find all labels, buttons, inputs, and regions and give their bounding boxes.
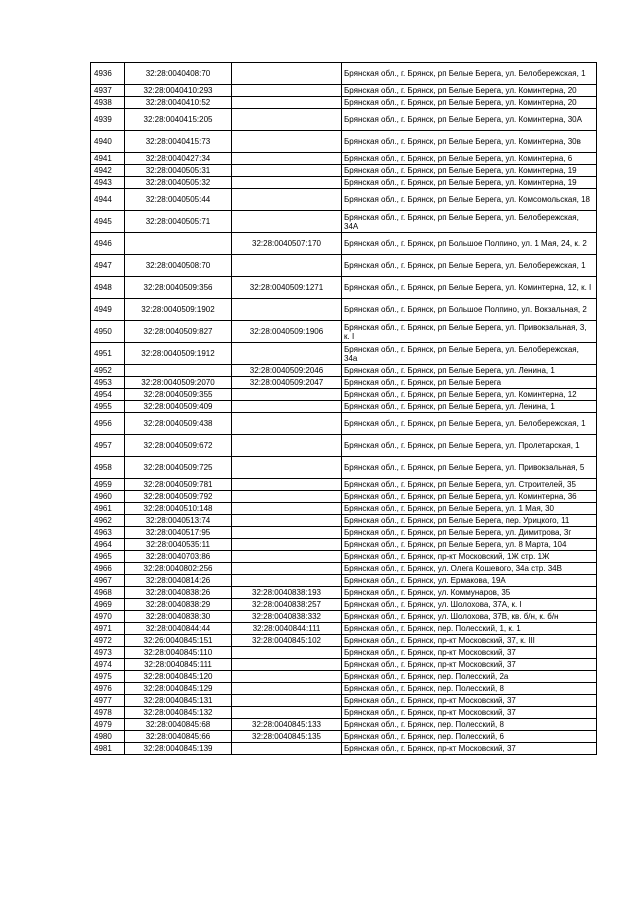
row-number-cell: 4939	[91, 109, 125, 131]
linked-cadastral-number-cell	[232, 659, 342, 671]
linked-cadastral-number-cell	[232, 413, 342, 435]
cadastral-number-cell: 32:28:0040509:1912	[125, 343, 232, 365]
address-cell: Брянская обл., г. Брянск, пер. Полесский, 8	[342, 719, 597, 731]
address-cell: Брянская обл., г. Брянск, пр-кт Московский, 37	[342, 707, 597, 719]
cadastral-number-cell: 32:28:0040505:31	[125, 165, 232, 177]
cadastral-number-cell: 32:28:0040517:95	[125, 527, 232, 539]
cadastral-number-cell: 32:28:0040509:355	[125, 389, 232, 401]
address-cell: Брянская обл., г. Брянск, рп Белые Берега, ул. Ленина, 1	[342, 401, 597, 413]
linked-cadastral-number-cell	[232, 671, 342, 683]
table-row	[91, 63, 597, 85]
address-cell: Брянская обл., г. Брянск, рп Белые Берега, ул. Белобережская, 1	[342, 255, 597, 277]
table-row	[91, 177, 597, 189]
table-row	[91, 189, 597, 211]
linked-cadastral-number-cell: 32:28:0040838:332	[232, 611, 342, 623]
address-cell: Брянская обл., г. Брянск, рп Белые Берега, ул. Коминтерна, 19	[342, 177, 597, 189]
table-row	[91, 491, 597, 503]
cadastral-number-cell: 32:28:0040845:120	[125, 671, 232, 683]
address-cell: Брянская обл., г. Брянск, рп Белые Берега, ул. Ленина, 1	[342, 365, 597, 377]
table-row	[91, 707, 597, 719]
address-cell: Брянская обл., г. Брянск, пр-кт Московский, 37	[342, 659, 597, 671]
cadastral-number-cell: 32:28:0040513:74	[125, 515, 232, 527]
linked-cadastral-number-cell	[232, 539, 342, 551]
row-number-cell: 4937	[91, 85, 125, 97]
row-number-cell: 4969	[91, 599, 125, 611]
table-body	[91, 63, 597, 755]
linked-cadastral-number-cell: 32:28:0040509:2046	[232, 365, 342, 377]
cadastral-number-cell: 32:28:0040410:293	[125, 85, 232, 97]
address-cell: Брянская обл., г. Брянск, рп Большое Полпино, ул. 1 Мая, 24, к. 2	[342, 233, 597, 255]
linked-cadastral-number-cell: 32:28:0040845:135	[232, 731, 342, 743]
linked-cadastral-number-cell	[232, 503, 342, 515]
table-row	[91, 599, 597, 611]
table-row	[91, 131, 597, 153]
cadastral-number-cell: 32:28:0040408:70	[125, 63, 232, 85]
table-row	[91, 659, 597, 671]
cadastral-number-cell: 32:28:0040802:256	[125, 563, 232, 575]
table-row	[91, 365, 597, 377]
address-cell: Брянская обл., г. Брянск, рп Белые Берега, ул. Привокзальная, 5	[342, 457, 597, 479]
row-number-cell: 4959	[91, 479, 125, 491]
linked-cadastral-number-cell	[232, 153, 342, 165]
table-row	[91, 277, 597, 299]
address-cell: Брянская обл., г. Брянск, рп Большое Полпино, ул. Вокзальная, 2	[342, 299, 597, 321]
table-row	[91, 109, 597, 131]
table-row	[91, 515, 597, 527]
table-row	[91, 457, 597, 479]
row-number-cell: 4940	[91, 131, 125, 153]
row-number-cell: 4962	[91, 515, 125, 527]
row-number-cell: 4979	[91, 719, 125, 731]
cadastral-number-cell: 32:28:0040505:71	[125, 211, 232, 233]
linked-cadastral-number-cell: 32:28:0040838:257	[232, 599, 342, 611]
table-row	[91, 623, 597, 635]
table-row	[91, 389, 597, 401]
row-number-cell: 4960	[91, 491, 125, 503]
cadastral-number-cell: 32:28:0040535:11	[125, 539, 232, 551]
address-cell: Брянская обл., г. Брянск, рп Белые Берега, ул. Белобережская, 34А	[342, 211, 597, 233]
linked-cadastral-number-cell	[232, 389, 342, 401]
linked-cadastral-number-cell	[232, 97, 342, 109]
row-number-cell: 4973	[91, 647, 125, 659]
address-cell: Брянская обл., г. Брянск, пр-кт Московский, 37	[342, 743, 597, 755]
cadastral-number-cell	[125, 233, 232, 255]
address-cell: Брянская обл., г. Брянск, рп Белые Берега, ул. Привокзальная, 3, к. I	[342, 321, 597, 343]
row-number-cell: 4947	[91, 255, 125, 277]
address-cell: Брянская обл., г. Брянск, ул. Ермакова, 19А	[342, 575, 597, 587]
table-row	[91, 401, 597, 413]
table-row	[91, 563, 597, 575]
address-cell: Брянская обл., г. Брянск, пр-кт Московский, 37	[342, 647, 597, 659]
row-number-cell: 4966	[91, 563, 125, 575]
address-cell: Брянская обл., г. Брянск, рп Белые Берега, ул. Белобережская, 1	[342, 63, 597, 85]
cadastral-number-cell: 32:28:0040509:409	[125, 401, 232, 413]
cadastral-number-cell: 32:28:0040427:34	[125, 153, 232, 165]
linked-cadastral-number-cell	[232, 551, 342, 563]
table-row	[91, 377, 597, 389]
linked-cadastral-number-cell: 32:28:0040845:133	[232, 719, 342, 731]
cadastral-number-cell: 32:28:0040838:30	[125, 611, 232, 623]
table-row	[91, 527, 597, 539]
linked-cadastral-number-cell	[232, 255, 342, 277]
address-cell: Брянская обл., г. Брянск, пер. Полесский, 8	[342, 683, 597, 695]
table-row	[91, 683, 597, 695]
property-table	[90, 62, 597, 755]
linked-cadastral-number-cell: 32:28:0040845:102	[232, 635, 342, 647]
cadastral-number-cell: 32:28:0040509:438	[125, 413, 232, 435]
table-row	[91, 153, 597, 165]
table-row	[91, 539, 597, 551]
linked-cadastral-number-cell	[232, 189, 342, 211]
linked-cadastral-number-cell	[232, 85, 342, 97]
address-cell: Брянская обл., г. Брянск, рп Белые Берега, ул. Коминтерна, 12	[342, 389, 597, 401]
table-row	[91, 85, 597, 97]
cadastral-number-cell: 32:28:0040844:44	[125, 623, 232, 635]
row-number-cell: 4952	[91, 365, 125, 377]
row-number-cell: 4974	[91, 659, 125, 671]
table-row	[91, 719, 597, 731]
linked-cadastral-number-cell: 32:28:0040509:1271	[232, 277, 342, 299]
cadastral-number-cell: 32:28:0040509:2070	[125, 377, 232, 389]
linked-cadastral-number-cell: 32:28:0040507:170	[232, 233, 342, 255]
row-number-cell: 4951	[91, 343, 125, 365]
row-number-cell: 4975	[91, 671, 125, 683]
address-cell: Брянская обл., г. Брянск, рп Белые Берега, ул. Комсомольская, 18	[342, 189, 597, 211]
cadastral-number-cell: 32:28:0040509:792	[125, 491, 232, 503]
address-cell: Брянская обл., г. Брянск, рп Белые Берега, ул. 1 Мая, 30	[342, 503, 597, 515]
linked-cadastral-number-cell	[232, 177, 342, 189]
table-row	[91, 731, 597, 743]
table-row	[91, 233, 597, 255]
row-number-cell: 4963	[91, 527, 125, 539]
linked-cadastral-number-cell	[232, 515, 342, 527]
table-row	[91, 587, 597, 599]
row-number-cell: 4970	[91, 611, 125, 623]
table-row	[91, 479, 597, 491]
cadastral-number-cell: 32:28:0040845:110	[125, 647, 232, 659]
linked-cadastral-number-cell	[232, 707, 342, 719]
linked-cadastral-number-cell	[232, 63, 342, 85]
address-cell: Брянская обл., г. Брянск, ул. Шолохова, 37В, кв. б/н, к. б/н	[342, 611, 597, 623]
cadastral-number-cell: 32:28:0040814:26	[125, 575, 232, 587]
cadastral-number-cell: 32:28:0040510:148	[125, 503, 232, 515]
linked-cadastral-number-cell	[232, 457, 342, 479]
cadastral-number-cell: 32:28:0040703:86	[125, 551, 232, 563]
linked-cadastral-number-cell	[232, 491, 342, 503]
cadastral-number-cell: 32:28:0040415:205	[125, 109, 232, 131]
table-row	[91, 635, 597, 647]
cadastral-number-cell: 32:28:0040845:68	[125, 719, 232, 731]
address-cell: Брянская обл., г. Брянск, пр-кт Московский, 37, к. III	[342, 635, 597, 647]
row-number-cell: 4964	[91, 539, 125, 551]
linked-cadastral-number-cell	[232, 647, 342, 659]
row-number-cell: 4980	[91, 731, 125, 743]
linked-cadastral-number-cell: 32:28:0040509:2047	[232, 377, 342, 389]
linked-cadastral-number-cell	[232, 299, 342, 321]
linked-cadastral-number-cell: 32:28:0040509:1906	[232, 321, 342, 343]
address-cell: Брянская обл., г. Брянск, рп Белые Берега, ул. Коминтерна, 12, к. I	[342, 277, 597, 299]
linked-cadastral-number-cell	[232, 401, 342, 413]
cadastral-number-cell: 32:28:0040838:26	[125, 587, 232, 599]
address-cell: Брянская обл., г. Брянск, рп Белые Берега, пер. Урицкого, 11	[342, 515, 597, 527]
linked-cadastral-number-cell	[232, 683, 342, 695]
address-cell: Брянская обл., г. Брянск, рп Белые Берега, ул. 8 Марта, 104	[342, 539, 597, 551]
row-number-cell: 4950	[91, 321, 125, 343]
linked-cadastral-number-cell: 32:28:0040844:111	[232, 623, 342, 635]
table-row	[91, 671, 597, 683]
table-row	[91, 299, 597, 321]
address-cell: Брянская обл., г. Брянск, пер. Полесский, 6	[342, 731, 597, 743]
table-row	[91, 695, 597, 707]
address-cell: Брянская обл., г. Брянск, рп Белые Берега, ул. Строителей, 35	[342, 479, 597, 491]
linked-cadastral-number-cell	[232, 343, 342, 365]
row-number-cell: 4954	[91, 389, 125, 401]
cadastral-number-cell: 32:28:0040509:725	[125, 457, 232, 479]
linked-cadastral-number-cell	[232, 743, 342, 755]
cadastral-number-cell	[125, 365, 232, 377]
cadastral-number-cell: 32:28:0040509:356	[125, 277, 232, 299]
cadastral-number-cell: 32:28:0040509:1902	[125, 299, 232, 321]
table-row	[91, 575, 597, 587]
table-row	[91, 343, 597, 365]
cadastral-number-cell: 32:28:0040415:73	[125, 131, 232, 153]
table-row	[91, 611, 597, 623]
cadastral-number-cell: 32:28:0040845:139	[125, 743, 232, 755]
row-number-cell: 4968	[91, 587, 125, 599]
cadastral-number-cell: 32:28:0040845:129	[125, 683, 232, 695]
row-number-cell: 4946	[91, 233, 125, 255]
cadastral-number-cell: 32:28:0040509:781	[125, 479, 232, 491]
row-number-cell: 4955	[91, 401, 125, 413]
table-row	[91, 551, 597, 563]
table-row	[91, 97, 597, 109]
cadastral-number-cell: 32:28:0040505:32	[125, 177, 232, 189]
address-cell: Брянская обл., г. Брянск, рп Белые Берега, ул. Белобережская, 1	[342, 413, 597, 435]
cadastral-number-cell: 32:28:0040509:672	[125, 435, 232, 457]
linked-cadastral-number-cell	[232, 435, 342, 457]
linked-cadastral-number-cell: 32:28:0040838:193	[232, 587, 342, 599]
row-number-cell: 4972	[91, 635, 125, 647]
row-number-cell: 4953	[91, 377, 125, 389]
row-number-cell: 4965	[91, 551, 125, 563]
row-number-cell: 4957	[91, 435, 125, 457]
cadastral-number-cell: 32:28:0040838:29	[125, 599, 232, 611]
address-cell: Брянская обл., г. Брянск, рп Белые Берега, ул. Коминтерна, 20	[342, 97, 597, 109]
address-cell: Брянская обл., г. Брянск, пр-кт Московский, 37	[342, 695, 597, 707]
row-number-cell: 4971	[91, 623, 125, 635]
row-number-cell: 4978	[91, 707, 125, 719]
row-number-cell: 4936	[91, 63, 125, 85]
row-number-cell: 4948	[91, 277, 125, 299]
linked-cadastral-number-cell	[232, 479, 342, 491]
address-cell: Брянская обл., г. Брянск, ул. Коммунаров, 35	[342, 587, 597, 599]
address-cell: Брянская обл., г. Брянск, пер. Полесский, 2а	[342, 671, 597, 683]
row-number-cell: 4981	[91, 743, 125, 755]
cadastral-number-cell: 32:26:0040845:151	[125, 635, 232, 647]
row-number-cell: 4944	[91, 189, 125, 211]
table-row	[91, 435, 597, 457]
row-number-cell: 4938	[91, 97, 125, 109]
linked-cadastral-number-cell	[232, 211, 342, 233]
address-cell: Брянская обл., г. Брянск, рп Белые Берега, ул. Коминтерна, 19	[342, 165, 597, 177]
cadastral-number-cell: 32:28:0040845:111	[125, 659, 232, 671]
cadastral-number-cell: 32:28:0040845:66	[125, 731, 232, 743]
address-cell: Брянская обл., г. Брянск, рп Белые Берега, ул. Коминтерна, 20	[342, 85, 597, 97]
row-number-cell: 4977	[91, 695, 125, 707]
linked-cadastral-number-cell	[232, 109, 342, 131]
address-cell: Брянская обл., г. Брянск, пер. Полесский, 1, к. 1	[342, 623, 597, 635]
cadastral-number-cell: 32:28:0040508:70	[125, 255, 232, 277]
cadastral-number-cell: 32:28:0040410:52	[125, 97, 232, 109]
linked-cadastral-number-cell	[232, 695, 342, 707]
row-number-cell: 4941	[91, 153, 125, 165]
row-number-cell: 4945	[91, 211, 125, 233]
table-row	[91, 413, 597, 435]
address-cell: Брянская обл., г. Брянск, рп Белые Берега, ул. Белобережская, 34а	[342, 343, 597, 365]
row-number-cell: 4958	[91, 457, 125, 479]
address-cell: Брянская обл., г. Брянск, рп Белые Берега, ул. Димитрова, 3г	[342, 527, 597, 539]
table-row	[91, 255, 597, 277]
table-row	[91, 743, 597, 755]
address-cell: Брянская обл., г. Брянск, рп Белые Берега, ул. Пролетарская, 1	[342, 435, 597, 457]
row-number-cell: 4956	[91, 413, 125, 435]
linked-cadastral-number-cell	[232, 131, 342, 153]
address-cell: Брянская обл., г. Брянск, рп Белые Берега, ул. Коминтерна, 6	[342, 153, 597, 165]
row-number-cell: 4961	[91, 503, 125, 515]
address-cell: Брянская обл., г. Брянск, рп Белые Берега, ул. Коминтерна, 36	[342, 491, 597, 503]
row-number-cell: 4976	[91, 683, 125, 695]
row-number-cell: 4943	[91, 177, 125, 189]
row-number-cell: 4967	[91, 575, 125, 587]
linked-cadastral-number-cell	[232, 575, 342, 587]
row-number-cell: 4949	[91, 299, 125, 321]
table-row	[91, 647, 597, 659]
address-cell: Брянская обл., г. Брянск, рп Белые Берега, ул. Коминтерна, 30в	[342, 131, 597, 153]
cadastral-number-cell: 32:28:0040845:132	[125, 707, 232, 719]
row-number-cell: 4942	[91, 165, 125, 177]
cadastral-number-cell: 32:28:0040505:44	[125, 189, 232, 211]
table-row	[91, 211, 597, 233]
table-row	[91, 321, 597, 343]
address-cell: Брянская обл., г. Брянск, ул. Шолохова, 37А, к. I	[342, 599, 597, 611]
linked-cadastral-number-cell	[232, 527, 342, 539]
address-cell: Брянская обл., г. Брянск, рп Белые Берега	[342, 377, 597, 389]
linked-cadastral-number-cell	[232, 165, 342, 177]
cadastral-number-cell: 32:28:0040509:827	[125, 321, 232, 343]
table-row	[91, 503, 597, 515]
address-cell: Брянская обл., г. Брянск, пр-кт Московский, 1Ж стр. 1Ж	[342, 551, 597, 563]
address-cell: Брянская обл., г. Брянск, рп Белые Берега, ул. Коминтерна, 30А	[342, 109, 597, 131]
table-row	[91, 165, 597, 177]
address-cell: Брянская обл., г. Брянск, ул. Олега Кошевого, 34а стр. 34В	[342, 563, 597, 575]
linked-cadastral-number-cell	[232, 563, 342, 575]
cadastral-number-cell: 32:28:0040845:131	[125, 695, 232, 707]
